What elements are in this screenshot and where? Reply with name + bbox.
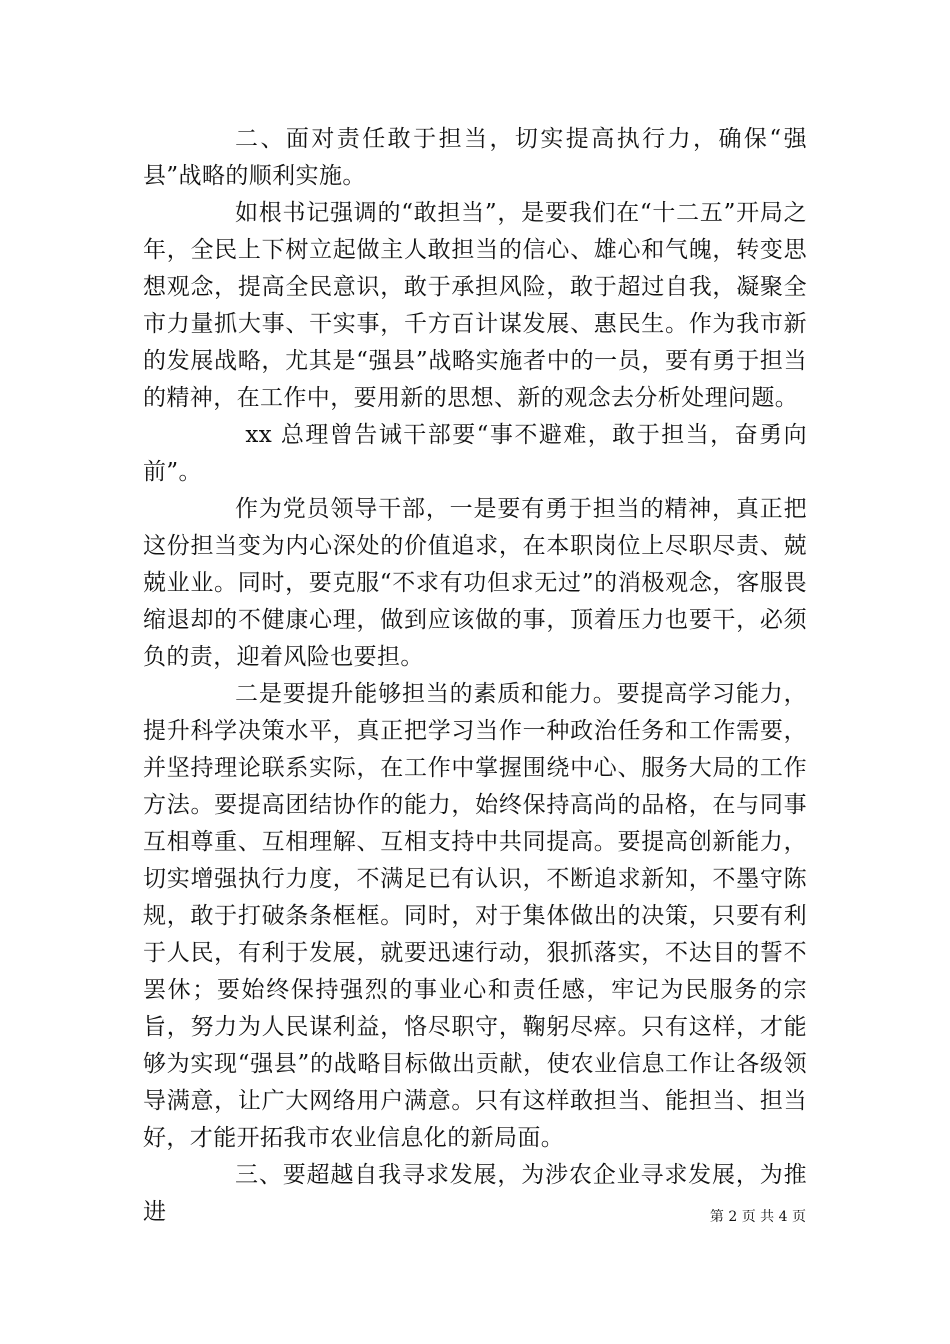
paragraph-premier-quote: xx 总理曾告诫干部要“事不避难，敢于担当，奋勇向前”。 (143, 422, 807, 485)
paragraph-dare-to-take-responsibility: 如根书记强调的“敢担当”，是要我们在“十二五”开局之年，全民上下树立起做主人敢担当的信心、雄心和气魄，转变思想观念，提高全民意识，敢于承担风险，敢于超过自我，凝聚全市力量抓大事、干实事，千方百计谋发展、惠民生。作为我市新的发展战略，尤其是“强县”战略实施者中的一员，要有勇于担当的精神，在工作中，要用新的思想、新的观念去分析处理问题。 (143, 200, 807, 411)
paragraph-party-cadres: 作为党员领导干部，一是要有勇于担当的精神，真正把这份担当变为内心深处的价值追求，在本职岗位上尽职尽责、兢兢业业。同时，要克服“不求有功但求无过”的消极观念，客服畏缩退却的不健康心理，做到应该做的事，顶着压力也要干，必须负的责，迎着风险也要担。 (143, 496, 807, 670)
page-number-footer: 第 2 页 共 4 页 (709, 1209, 806, 1225)
paragraph-section-two-heading: 二、面对责任敢于担当，切实提高执行力，确保“强县”战略的顺利实施。 (143, 126, 807, 189)
paragraph-improve-abilities: 二是要提升能够担当的素质和能力。要提高学习能力，提升科学决策水平，真正把学习当作一种政治任务和工作需要，并坚持理论联系实际，在工作中掌握围绕中心、服务大局的工作方法。要提高团结协作的能力，始终保持高尚的品格，在与同事互相尊重、互相理解、互相支持中共同提高。要提高创新能力，切实增强执行力度，不满足已有认识，不断追求新知，不墨守陈规，敢于打破条条框框。同时，对于集体做出的决策，只要有利于人民，有利于发展，就要迅速行动，狠抓落实，不达目的誓不罢休；要始终保持强烈的事业心和责任感，牢记为民服务的宗旨，努力为人民谋利益，恪尽职守，鞠躬尽瘁。只有这样，才能够为实现“强县”的战略目标做出贡献，使农业信息工作让各级领导满意，让广大网络用户满意。只有这样敢担当、能担当、担当好，才能开拓我市农业信息化的新局面。 (143, 681, 807, 1151)
paragraph-section-three-start: 三、要超越自我寻求发展，为涉农企业寻求发展，为推进 (143, 1162, 807, 1225)
body-text (143, 121, 807, 1231)
